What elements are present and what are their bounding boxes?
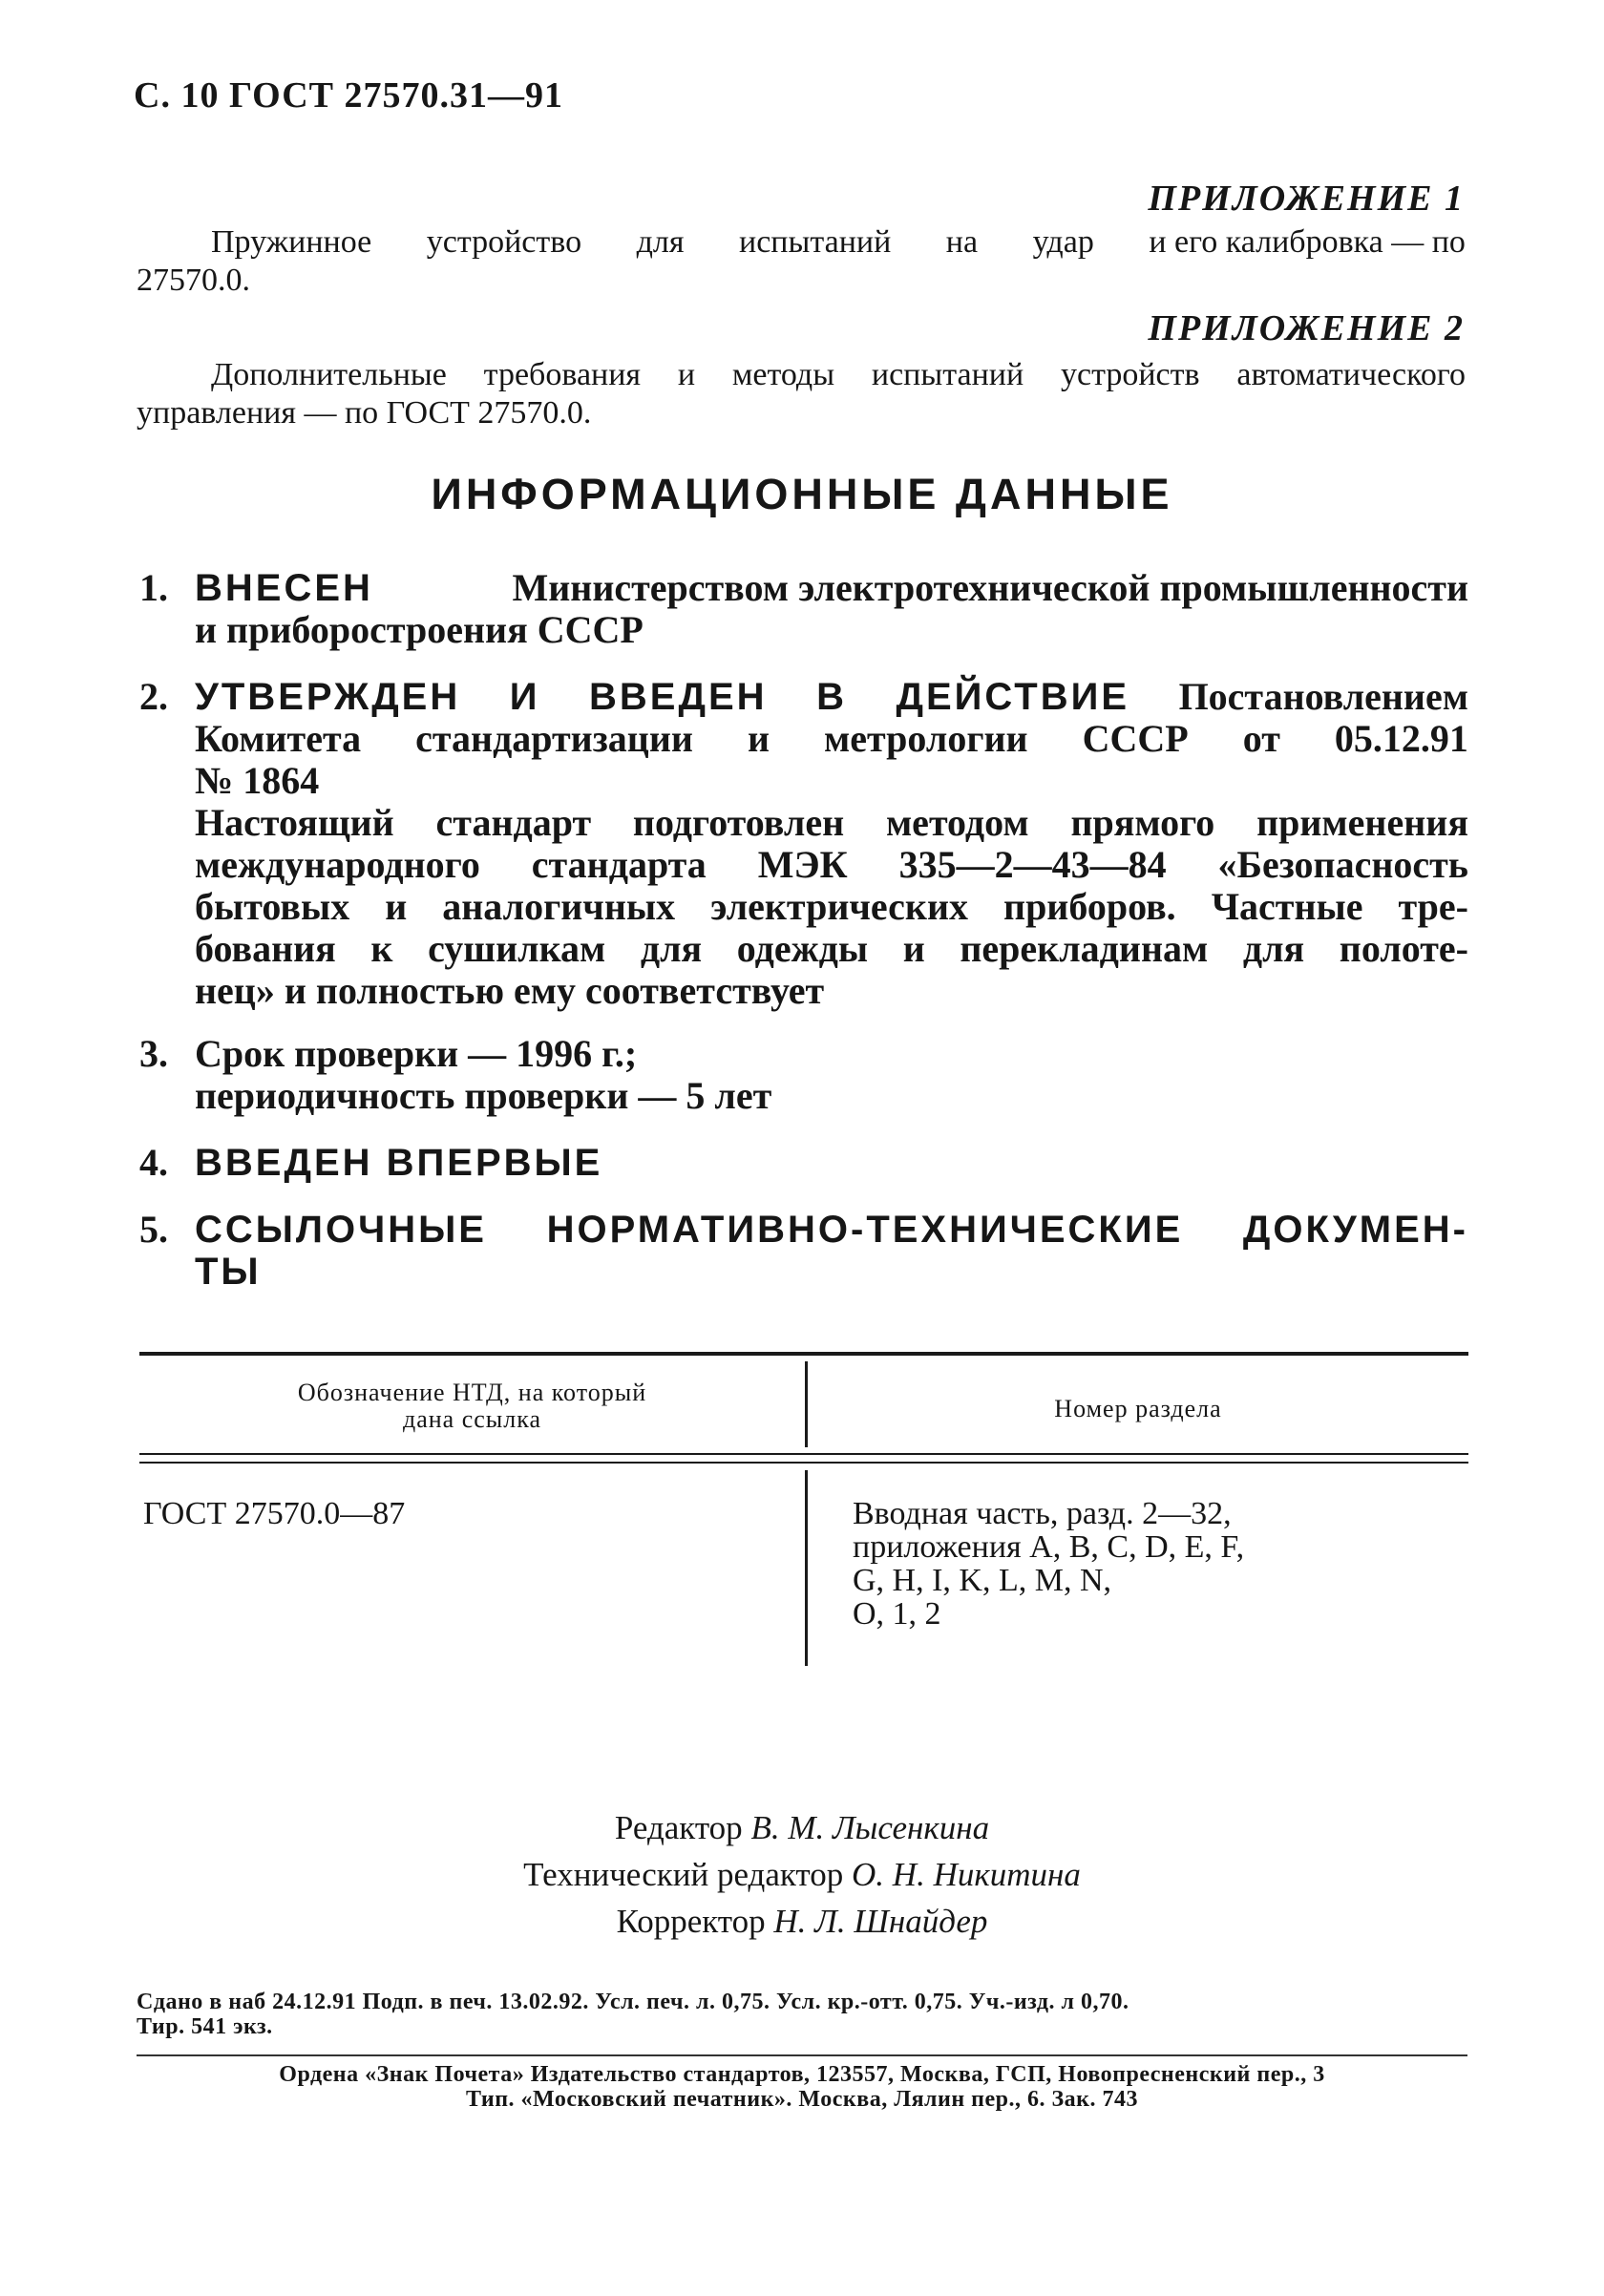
publisher-details: Ордена «Знак Почета» Издательство стандартов, 123557, Москва, ГСП, Новопресненский пер., 3 Тип. «Московский печатник». Москва, Лялин пер., 6. Зак. 743 <box>279 2062 1325 2112</box>
info-item-4 <box>139 1142 1468 1184</box>
item-number: 4. <box>139 1141 168 1184</box>
table-cell-sections: Вводная часть, разд. 2—32, приложения A, B, C, D, E, F, G, H, I, K, L, M, N, O, 1, 2 <box>853 1496 1245 1632</box>
item-2-line-8: нец» и полностью ему соответствует <box>195 969 825 1012</box>
item-2-line-5: международного стандарта МЭК 335—2—43—84 «Безопасность <box>195 843 1468 886</box>
info-item-3 <box>139 1033 1468 1117</box>
item-3-line-1: Срок проверки — 1996 г.; <box>195 1032 638 1075</box>
item-2-line-7: бования к сушилкам для одежды и перекладинам для полоте- <box>195 927 1468 970</box>
editorial-credits <box>0 1804 1604 1945</box>
appendix-2-line-1: Дополнительные требования и методы испытаний устройств автоматического <box>211 357 1466 392</box>
appendix-1-title: ПРИЛОЖЕНИЕ 1 <box>1148 179 1465 219</box>
print-details: Сдано в наб 24.12.91 Подп. в печ. 13.02.92. Усл. печ. л. 0,75. Усл. кр.-отт. 0,75. Уч.-изд. л 0,70. Тир. 541 экз. <box>137 1990 1129 2039</box>
imprint-divider <box>137 2054 1467 2056</box>
column-header-ntd: Обозначение НТД, на который дана ссылка <box>297 1379 647 1433</box>
item-4-text: ВВЕДЕН ВПЕРВЫЕ <box>195 1142 603 1184</box>
appendix-2-line-2: управления — по ГОСТ 27570.0. <box>137 395 592 431</box>
item-number: 1. <box>139 566 168 609</box>
appendix-1-line-1: Пружинное устройство для испытаний на удар и его калибровка — по <box>211 224 1466 260</box>
info-section-title: ИНФОРМАЦИОННЫЕ ДАННЫЕ <box>431 470 1173 518</box>
item-2-line-4: Настоящий стандарт подготовлен методом прямого применения <box>195 801 1468 844</box>
tech-editor-line: Технический редактор О. Н. Никитина <box>523 1856 1081 1893</box>
info-item-1 <box>139 567 1468 651</box>
item-2-line-2: Комитета стандартизации и метрологии СССР от 05.12.91 <box>195 717 1468 760</box>
table-header-rule-2 <box>139 1462 1468 1464</box>
item-5-line-1: ССЫЛОЧНЫЕ НОРМАТИВНО-ТЕХНИЧЕСКИЕ ДОКУМЕН- <box>195 1209 1468 1251</box>
item-5-line-2: ТЫ <box>195 1251 262 1293</box>
appendix-2-title: ПРИЛОЖЕНИЕ 2 <box>1148 308 1465 348</box>
appendix-1-text <box>137 223 1466 300</box>
item-2-line-3: № 1864 <box>195 759 320 802</box>
item-1-line-2: и приборостроения СССР <box>195 608 644 651</box>
appendix-1-line-2: 27570.0. <box>137 263 250 298</box>
info-item-2 <box>139 676 1468 1012</box>
appendix-2-text <box>137 356 1466 432</box>
table-body-divider <box>805 1470 808 1666</box>
table-cell-ntd: ГОСТ 27570.0—87 <box>143 1496 406 1531</box>
editor-line: Редактор В. М. Лысенкина <box>614 1809 990 1846</box>
item-1-line-1: ВНЕСЕН Министерством электротехнической промышленности <box>195 566 1468 609</box>
info-item-5 <box>139 1209 1468 1293</box>
table-header-rule-1 <box>139 1453 1468 1455</box>
page-header: С. 10 ГОСТ 27570.31—91 <box>134 75 563 116</box>
item-2-line-6: бытовых и аналогичных электрических приборов. Частные тре- <box>195 885 1468 928</box>
item-number: 3. <box>139 1032 168 1075</box>
corrector-line: Корректор Н. Л. Шнайдер <box>616 1903 988 1940</box>
column-header-section: Номер раздела <box>1054 1395 1222 1422</box>
table-top-rule <box>139 1352 1468 1356</box>
item-number: 5. <box>139 1208 168 1251</box>
item-number: 2. <box>139 675 168 718</box>
item-2-line-1: УТВЕРЖДЕН И ВВЕДЕН В ДЕЙСТВИЕ Постановлением <box>195 675 1468 718</box>
item-3-line-2: периодичность проверки — 5 лет <box>195 1074 772 1117</box>
